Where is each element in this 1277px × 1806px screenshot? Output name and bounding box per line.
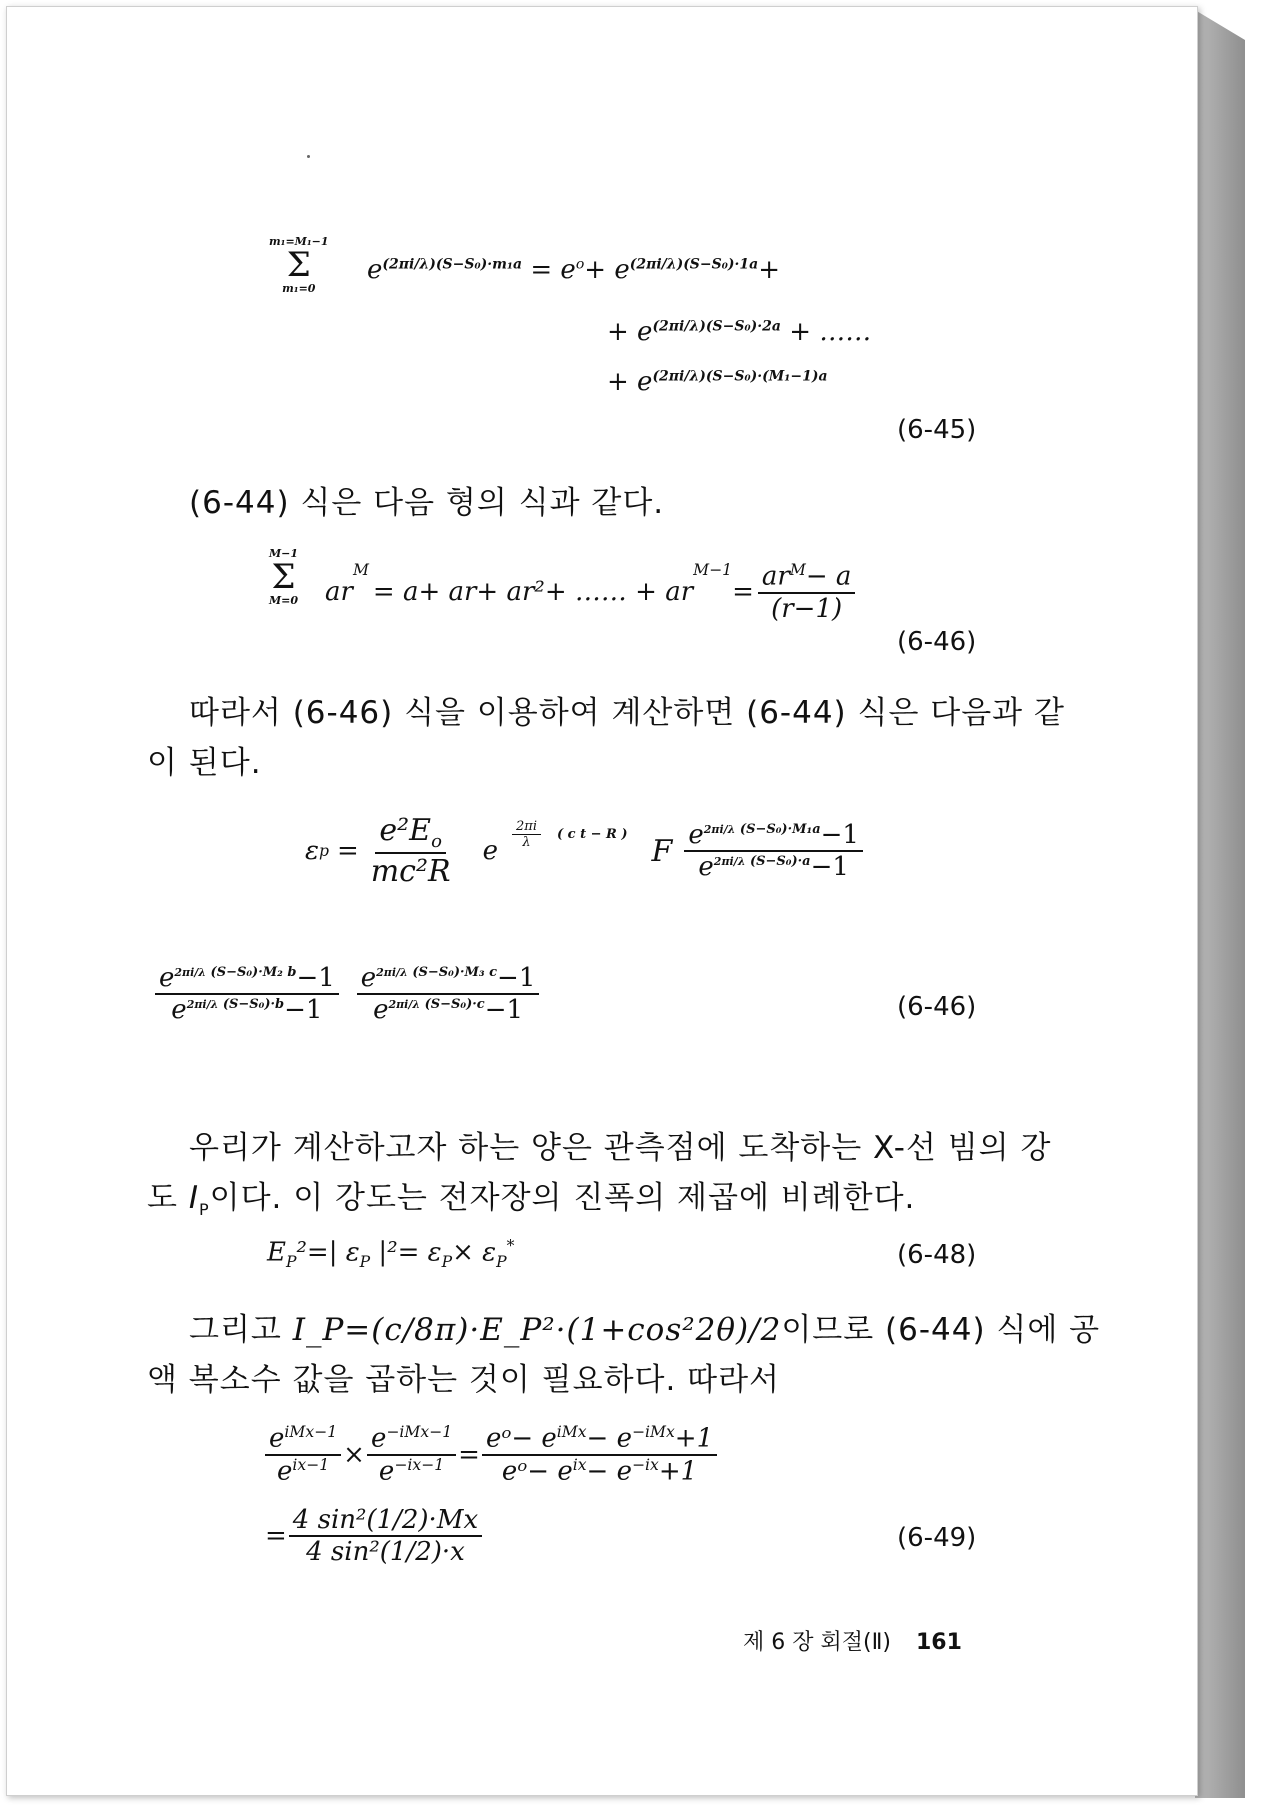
eq49-f2-den: e	[378, 1456, 395, 1487]
eq49-f1-num-sup: iMx−1	[284, 1423, 338, 1441]
eq49-equals: =	[458, 1439, 480, 1470]
equation-number-6-49: (6-49)	[897, 1523, 977, 1553]
eq49-f1-den: e	[276, 1456, 293, 1487]
book-page-edge	[1195, 10, 1245, 1798]
fraction-b-denominator-exponent: (S−S₀)·b	[222, 997, 285, 1013]
para4-suffix: 이므로 (6-44) 식에 공	[781, 1312, 1101, 1348]
fraction-b-minus-one: −1	[296, 963, 335, 993]
paragraph-1: (6-44) 식은 다음 형의 식과 같다.	[189, 485, 665, 521]
eq49-f3-num-sup: iMx	[556, 1423, 587, 1441]
eq45-term2-exponent: (2πi/λ)(S−S₀)·1a	[629, 256, 759, 273]
paragraph-2-line-1: 따라서 (6-46) 식을 이용하여 계산하면 (6-44) 식은 다음과 같	[189, 695, 1065, 731]
intensity-subscript: P	[198, 1200, 210, 1220]
para3-prefix: 도	[147, 1180, 189, 1216]
series-terms: = a+ ar+ ar²+ …… + ar	[372, 577, 694, 608]
fraction-a-numerator-exponent: (S−S₀)·M₁a	[739, 822, 821, 838]
phase-exponent-denominator: λ	[522, 835, 531, 850]
eq45-line2: + $e^{(2\pi i/\lambda)(S-S_0)\cdot 2a}$ + ……	[607, 317, 872, 347]
sigma-symbol: Σ	[271, 557, 296, 597]
eq45-plus: +	[758, 255, 781, 285]
phase-exponent-tail: ( c t − R )	[556, 827, 628, 842]
fraction-b-den-minus-one: −1	[284, 995, 323, 1025]
eq45-equals: =	[530, 255, 553, 285]
eq45-term3-exponent: (2πi/λ)(S−S₀)·2a	[652, 318, 781, 335]
eq49-f3-den-sup2: −ix	[631, 1455, 659, 1474]
series-lhs-exponent: M	[352, 561, 369, 579]
eq49-f1-num: e	[269, 1423, 285, 1454]
fraction-denominator: (r−1)	[771, 593, 843, 624]
para4-intensity-formula: I_P=(c/8π)·E_P²·(1+cos²2θ)/2	[292, 1312, 782, 1348]
eq49-f3-den-mid: − e	[586, 1456, 632, 1487]
coefficient-denominator: mc²R	[370, 854, 451, 889]
eq49-f2-num-sup: −iMx−1	[386, 1423, 453, 1441]
sum-block	[269, 235, 329, 295]
speck-mark	[307, 155, 310, 158]
fraction-a-den-minus-one: −1	[810, 852, 849, 882]
fraction-numerator-exponent: M	[789, 561, 806, 579]
fraction-c: $\frac{e^{2\pi i/\lambda (S-S_0)\cdot M_3 c}-1}{e^{2\pi i/\lambda (S-S_0)\cdot c}-1}$	[357, 963, 540, 1025]
eq48-part1-sub: P	[359, 1252, 371, 1271]
fraction-c-minus-one: −1	[497, 963, 536, 993]
eq49-f1-den-sup: ix−1	[292, 1455, 330, 1474]
eq49-f3-num: eᵒ− e	[485, 1423, 557, 1454]
fraction-c-numerator-exponent: (S−S₀)·M₃ c	[412, 965, 498, 981]
paragraph-3-line-1: 우리가 계산하고자 하는 양은 관측점에 도착하는 X-선 빔의 강	[189, 1130, 1052, 1166]
phase-exponent-fraction	[512, 819, 541, 850]
equation-number-6-45: (6-45)	[897, 415, 977, 445]
eq48-part1: ²=| ε	[296, 1237, 360, 1268]
eq48-part2-sub: P	[441, 1252, 453, 1271]
fraction-a-denominator-exponent: (S−S₀)·a	[749, 854, 811, 870]
sum-lower-limit: m₁=0	[282, 282, 316, 295]
equation-number-6-46-b: (6-46)	[897, 992, 977, 1022]
series-lhs: ar	[325, 577, 353, 608]
eq49-fraction-4	[289, 1505, 482, 1567]
eq48-part2: |²= ε	[370, 1237, 442, 1268]
intensity-symbol: I	[188, 1180, 199, 1216]
phase-exponent-numerator: 2πi	[512, 819, 541, 835]
series-expression	[325, 561, 855, 624]
series-last-exponent: M−1	[693, 561, 733, 579]
eq48-conjugate-star: *	[506, 1237, 515, 1255]
page-number: 161	[915, 1630, 962, 1655]
equation-number-6-46-a: (6-46)	[897, 627, 977, 657]
coefficient-fraction	[367, 813, 455, 889]
coefficient-numerator: e²E	[379, 813, 432, 848]
eq45-line3: + $e^{(2\pi i/\lambda)(S-S_0)\cdot(M_1-1)a}$	[607, 367, 828, 397]
eq48-part3-sub: P	[496, 1252, 507, 1271]
fraction-b: $\frac{e^{2\pi i/\lambda (S-S_0)\cdot M_2 b}-1}{e^{2\pi i/\lambda (S-S_0)\cdot b}-1}$	[155, 963, 339, 1025]
eq49-f2-den-sup: −ix−1	[394, 1455, 445, 1474]
eq48-part3: × ε	[452, 1237, 497, 1268]
eq49-f3-den: eᵒ− e	[501, 1456, 573, 1487]
book-page	[6, 6, 1198, 1796]
epsilon-expression-line2	[155, 963, 539, 1025]
fraction-c-den-minus-one: −1	[484, 995, 524, 1025]
eq49-f3-num-sup2: −iMx	[631, 1423, 675, 1441]
eq45-term4-exponent: (2πi/λ)(S−S₀)·(M₁−1)a	[652, 368, 828, 385]
eq49-line2-equals: =	[265, 1521, 287, 1551]
equation-6-49-line1	[265, 1423, 717, 1486]
eq49-f4-num: 4 sin²(1/2)·Mx	[289, 1505, 482, 1537]
eq48-E-sub: P	[285, 1252, 297, 1271]
chapter-title: 제 6 장 회절(Ⅱ)	[743, 1630, 891, 1655]
sigma-symbol: Σ	[286, 245, 311, 285]
fraction-numerator: ar	[761, 561, 790, 592]
eq49-f3-den-sup: ix	[572, 1455, 587, 1474]
eq49-f4-den: 4 sin²(1/2)·x	[306, 1537, 465, 1567]
series-equals: =	[732, 577, 754, 608]
para3-text: 이다. 이 강도는 전자장의 진폭의 제곱에 비례한다.	[209, 1180, 916, 1216]
fraction-b-numerator-exponent: (S−S₀)·M₂ b	[210, 965, 297, 981]
eq48-E: E	[267, 1237, 286, 1268]
para4-prefix: 그리고	[189, 1312, 293, 1348]
eq45-ellipsis: + ……	[789, 317, 872, 347]
sum-upper-limit: m₁=M₁−1	[269, 235, 329, 248]
series-sum-block	[269, 547, 298, 607]
epsilon-symbol: ε	[305, 836, 319, 866]
structure-factor-F: F	[651, 833, 673, 869]
eq49-f3-num-tail: +1	[674, 1423, 714, 1454]
fraction-a-minus-one: −1	[820, 820, 859, 850]
eq49-f2-num: e	[370, 1423, 387, 1454]
epsilon-expression	[305, 813, 863, 889]
epsilon-subscript: p	[318, 842, 329, 860]
paragraph-2-line-2: 이 된다.	[147, 745, 262, 781]
equation-6-48	[267, 1237, 514, 1271]
eq49-fraction-1	[265, 1423, 341, 1486]
fraction-a: $\frac{e^{2\pi i/\lambda (S-S_0)\cdot M_1a}-1}{e^{2\pi i/\lambda (S-S_0)\cdot a}-1}$	[684, 820, 863, 882]
fraction-numerator-tail: − a	[805, 561, 852, 592]
eq45-lhs-exponent: (2πi/λ)(S−S₀)·m₁a	[382, 256, 523, 273]
eq45-line1: $e^{(2\pi i/\lambda)(S-S_0)\cdot m_1a} = e^o+ e^{(2\pi i/\lambda)(S-S_0)\cdot 1a}+$	[367, 255, 781, 285]
eq49-times: ×	[343, 1439, 365, 1470]
fraction-c-denominator-exponent: (S−S₀)·c	[424, 997, 485, 1013]
paragraph-3-line-2	[147, 1172, 915, 1219]
eq49-f3-num-mid: − e	[586, 1423, 632, 1454]
coefficient-numerator-sub: o	[431, 831, 442, 852]
eq49-fraction-2	[367, 1423, 456, 1486]
equation-number-6-48: (6-48)	[897, 1240, 977, 1270]
paragraph-4-line-1	[189, 1304, 1100, 1349]
eq49-fraction-3	[482, 1423, 717, 1486]
series-sum-lower: M=0	[269, 594, 299, 607]
equation-6-49-line2	[265, 1505, 482, 1567]
series-sum-upper: M−1	[269, 547, 299, 560]
paragraph-4-line-2: 액 복소수 값을 곱하는 것이 필요하다. 따라서	[147, 1362, 781, 1398]
eq49-f3-den-tail: +1	[658, 1456, 698, 1487]
page-footer	[743, 1625, 962, 1656]
epsilon-equals: =	[336, 836, 359, 866]
series-fraction	[758, 561, 855, 624]
phase-exponential-base: e	[482, 836, 498, 866]
